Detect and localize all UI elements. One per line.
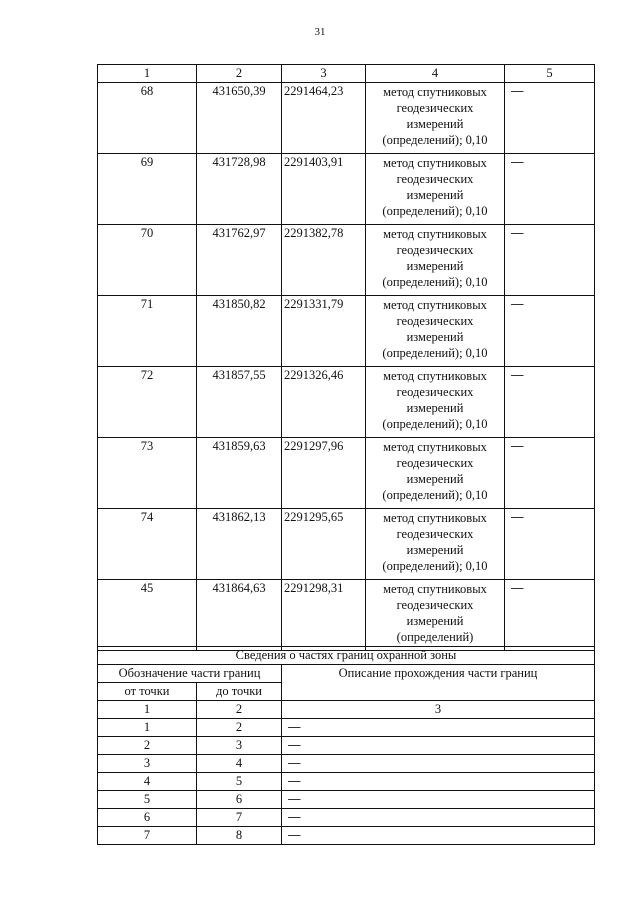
column-number-row <box>98 701 595 719</box>
method-line: измерений <box>406 330 464 344</box>
measurement-method <box>366 296 505 367</box>
column-number: 2 <box>197 65 282 83</box>
method-line: геодезических <box>396 385 474 399</box>
from-point: 2 <box>98 737 197 755</box>
measurement-method <box>366 580 505 651</box>
table-row <box>98 225 595 296</box>
to-point: 6 <box>197 791 282 809</box>
note-cell <box>505 296 595 367</box>
note-cell <box>505 580 595 651</box>
table-row <box>98 438 595 509</box>
note-dash: — <box>511 226 524 240</box>
table-row <box>98 83 595 154</box>
method-line: измерений <box>406 259 464 273</box>
description-dash: — <box>288 774 301 788</box>
method-line: геодезических <box>396 243 474 257</box>
method-line: измерений <box>406 401 464 415</box>
from-point: 5 <box>98 791 197 809</box>
x-coordinate: 431850,82 <box>197 296 282 367</box>
measurement-method <box>366 154 505 225</box>
method-line: измерений <box>406 472 464 486</box>
from-point: 7 <box>98 827 197 845</box>
column-number: 5 <box>505 65 595 83</box>
method-line: (определений); 0,10 <box>382 346 488 360</box>
to-point: 7 <box>197 809 282 827</box>
description-dash: — <box>288 738 301 752</box>
x-coordinate: 431728,98 <box>197 154 282 225</box>
description-header: Описание прохождения части границ <box>282 665 595 701</box>
y-coordinate: 2291297,96 <box>282 438 366 509</box>
column-number-row <box>98 65 595 83</box>
description-cell <box>282 737 595 755</box>
from-point: 3 <box>98 755 197 773</box>
description-cell <box>282 827 595 845</box>
table-row <box>98 719 595 737</box>
method-line: измерений <box>406 117 464 131</box>
column-number: 3 <box>282 701 595 719</box>
note-cell <box>505 438 595 509</box>
method-line: измерений <box>406 614 464 628</box>
method-line: метод спутниковых <box>383 227 487 241</box>
method-line: (определений); 0,10 <box>382 204 488 218</box>
header-row <box>98 665 595 683</box>
table-row <box>98 773 595 791</box>
table-row <box>98 737 595 755</box>
description-dash: — <box>288 720 301 734</box>
measurement-method <box>366 438 505 509</box>
to-point: 4 <box>197 755 282 773</box>
x-coordinate: 431864,63 <box>197 580 282 651</box>
part-designation-header: Обозначение части границ <box>98 665 282 683</box>
table-row <box>98 296 595 367</box>
method-line: геодезических <box>396 598 474 612</box>
table-title-row <box>98 647 595 665</box>
table-row <box>98 827 595 845</box>
point-number: 71 <box>98 296 197 367</box>
column-number: 4 <box>366 65 505 83</box>
method-line: метод спутниковых <box>383 440 487 454</box>
description-cell <box>282 719 595 737</box>
column-number: 2 <box>197 701 282 719</box>
y-coordinate: 2291382,78 <box>282 225 366 296</box>
y-coordinate: 2291295,65 <box>282 509 366 580</box>
method-line: (определений) <box>396 630 474 644</box>
y-coordinate: 2291326,46 <box>282 367 366 438</box>
description-dash: — <box>288 756 301 770</box>
to-point: 8 <box>197 827 282 845</box>
table-row <box>98 580 595 651</box>
column-number: 1 <box>98 65 197 83</box>
from-point-header: от точки <box>98 683 197 701</box>
column-number: 3 <box>282 65 366 83</box>
measurement-method <box>366 225 505 296</box>
point-number: 72 <box>98 367 197 438</box>
point-number: 70 <box>98 225 197 296</box>
method-line: метод спутниковых <box>383 156 487 170</box>
method-line: метод спутниковых <box>383 298 487 312</box>
parts-table-title: Сведения о частях границ охранной зоны <box>98 647 595 665</box>
method-line: (определений); 0,10 <box>382 417 488 431</box>
method-line: геодезических <box>396 172 474 186</box>
y-coordinate: 2291331,79 <box>282 296 366 367</box>
note-dash: — <box>511 368 524 382</box>
note-cell <box>505 225 595 296</box>
y-coordinate: 2291298,31 <box>282 580 366 651</box>
note-dash: — <box>511 155 524 169</box>
table-row <box>98 367 595 438</box>
x-coordinate: 431857,55 <box>197 367 282 438</box>
description-cell <box>282 755 595 773</box>
description-dash: — <box>288 828 301 842</box>
description-dash: — <box>288 792 301 806</box>
method-line: метод спутниковых <box>383 85 487 99</box>
from-point: 1 <box>98 719 197 737</box>
x-coordinate: 431650,39 <box>197 83 282 154</box>
from-point: 4 <box>98 773 197 791</box>
measurement-method <box>366 83 505 154</box>
table-row <box>98 154 595 225</box>
x-coordinate: 431862,13 <box>197 509 282 580</box>
method-line: геодезических <box>396 101 474 115</box>
method-line: измерений <box>406 188 464 202</box>
note-dash: — <box>511 439 524 453</box>
method-line: геодезических <box>396 314 474 328</box>
point-number: 68 <box>98 83 197 154</box>
note-dash: — <box>511 84 524 98</box>
method-line: метод спутниковых <box>383 511 487 525</box>
to-point: 5 <box>197 773 282 791</box>
description-cell <box>282 773 595 791</box>
point-number: 45 <box>98 580 197 651</box>
coordinates-table <box>97 64 595 651</box>
description-cell <box>282 809 595 827</box>
from-point: 6 <box>98 809 197 827</box>
boundary-parts-table <box>97 646 595 845</box>
table-row <box>98 509 595 580</box>
method-line: (определений); 0,10 <box>382 488 488 502</box>
to-point: 3 <box>197 737 282 755</box>
point-number: 74 <box>98 509 197 580</box>
to-point-header: до точки <box>197 683 282 701</box>
y-coordinate: 2291403,91 <box>282 154 366 225</box>
method-line: геодезических <box>396 527 474 541</box>
description-dash: — <box>288 810 301 824</box>
note-dash: — <box>511 581 524 595</box>
table-row <box>98 755 595 773</box>
x-coordinate: 431859,63 <box>197 438 282 509</box>
to-point: 2 <box>197 719 282 737</box>
method-line: (определений); 0,10 <box>382 559 488 573</box>
method-line: (определений); 0,10 <box>382 133 488 147</box>
table-row <box>98 791 595 809</box>
page-number: 31 <box>314 26 326 38</box>
table-row <box>98 809 595 827</box>
point-number: 69 <box>98 154 197 225</box>
note-cell <box>505 154 595 225</box>
note-cell <box>505 509 595 580</box>
method-line: (определений); 0,10 <box>382 275 488 289</box>
note-dash: — <box>511 297 524 311</box>
method-line: метод спутниковых <box>383 582 487 596</box>
method-line: метод спутниковых <box>383 369 487 383</box>
note-cell <box>505 83 595 154</box>
method-line: измерений <box>406 543 464 557</box>
measurement-method <box>366 367 505 438</box>
note-dash: — <box>511 510 524 524</box>
description-cell <box>282 791 595 809</box>
column-number: 1 <box>98 701 197 719</box>
x-coordinate: 431762,97 <box>197 225 282 296</box>
method-line: геодезических <box>396 456 474 470</box>
point-number: 73 <box>98 438 197 509</box>
note-cell <box>505 367 595 438</box>
y-coordinate: 2291464,23 <box>282 83 366 154</box>
measurement-method <box>366 509 505 580</box>
